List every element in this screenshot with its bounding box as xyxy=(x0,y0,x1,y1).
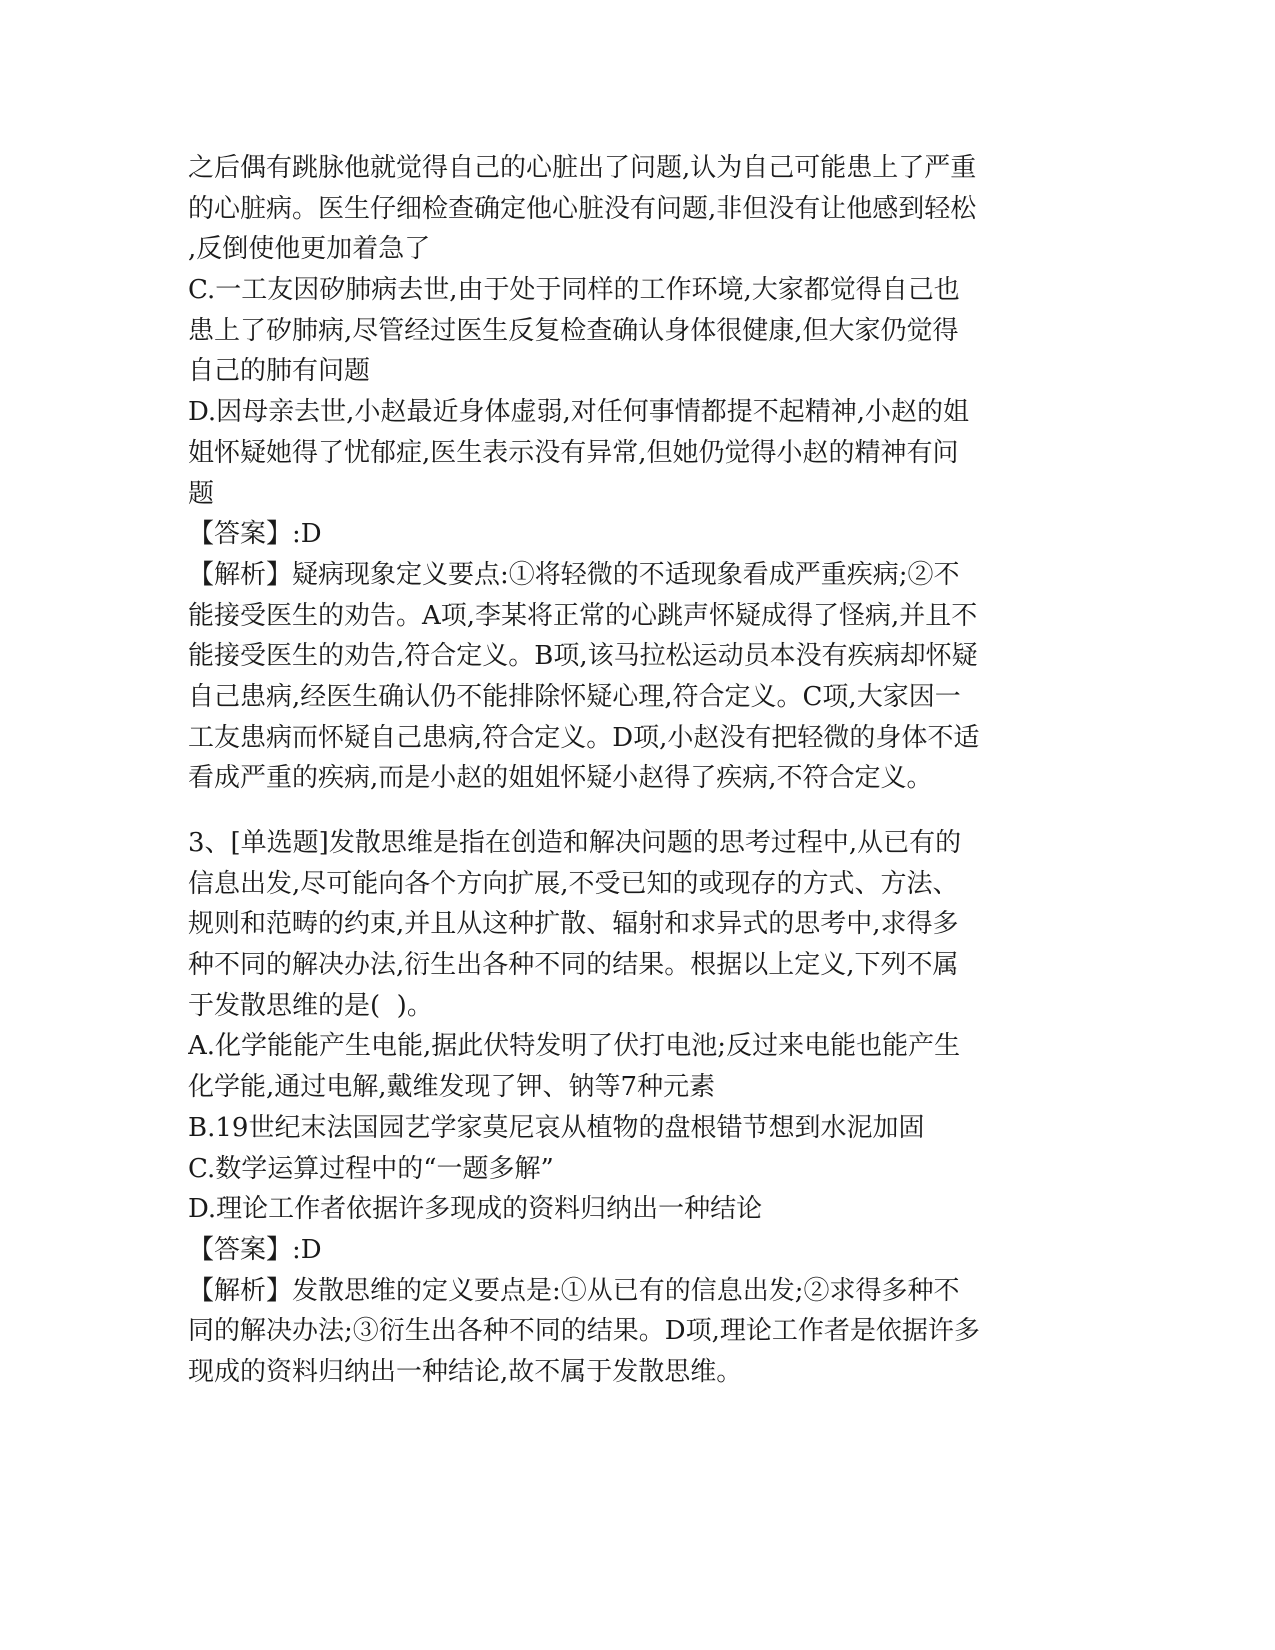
analysis-line: 能接受医生的劝告。A项,李某将正常的心跳声怀疑成得了怪病,并且不 xyxy=(188,600,978,631)
question-stem-line: 于发散思维的是( )。 xyxy=(188,990,433,1021)
analysis-line: 自己患病,经医生确认仍不能排除怀疑心理,符合定义。C项,大家因一 xyxy=(188,681,961,712)
analysis-line: 看成严重的疾病,而是小赵的姐姐怀疑小赵得了疾病,不符合定义。 xyxy=(188,763,933,794)
document-body xyxy=(188,148,1083,1393)
analysis-line: 【解析】疑病现象定义要点:①将轻微的不适现象看成严重疾病;②不 xyxy=(188,559,960,590)
option-d-line: D.因母亲去世,小赵最近身体虚弱,对任何事情都提不起精神,小赵的姐 xyxy=(188,397,969,428)
analysis-line: 工友患病而怀疑自己患病,符合定义。D项,小赵没有把轻微的身体不适 xyxy=(188,722,980,753)
option-a-line: 化学能,通过电解,戴维发现了钾、钠等7种元素 xyxy=(188,1072,716,1103)
question-stem-line: 信息出发,尽可能向各个方向扩展,不受已知的或现存的方式、方法、 xyxy=(188,868,959,899)
section-spacer xyxy=(188,799,1083,823)
option-b-line: B.19世纪末法国园艺学家莫尼哀从植物的盘根错节想到水泥加固 xyxy=(188,1112,925,1143)
option-c-line: C.一工友因矽肺病去世,由于处于同样的工作环境,大家都觉得自己也 xyxy=(188,275,960,306)
question-stem-line: 规则和范畴的约束,并且从这种扩散、辐射和求异式的思考中,求得多 xyxy=(188,909,959,940)
option-d-line: 题 xyxy=(188,478,215,509)
option-c-line: 患上了矽肺病,尽管经过医生反复检查确认身体很健康,但大家仍觉得 xyxy=(188,315,959,346)
option-d-line: D.理论工作者依据许多现成的资料归纳出一种结论 xyxy=(188,1194,763,1225)
analysis-line: 同的解决办法;③衍生出各种不同的结果。D项,理论工作者是依据许多 xyxy=(188,1316,980,1347)
option-b-text-line: 之后偶有跳脉他就觉得自己的心脏出了问题,认为自己可能患上了严重 xyxy=(188,153,977,183)
analysis-line: 现成的资料归纳出一种结论,故不属于发散思维。 xyxy=(188,1356,743,1387)
option-c-line: 自己的肺有问题 xyxy=(188,356,371,387)
option-d-line: 姐怀疑她得了忧郁症,医生表示没有异常,但她仍觉得小赵的精神有问 xyxy=(188,437,959,468)
question-stem-line: 3、[单选题]发散思维是指在创造和解决问题的思考过程中,从已有的 xyxy=(188,828,962,858)
question-stem-line: 种不同的解决办法,衍生出各种不同的结果。根据以上定义,下列不属 xyxy=(188,950,959,981)
option-b-text-line: ,反倒使他更加着急了 xyxy=(188,234,431,265)
analysis-line: 【解析】发散思维的定义要点是:①从已有的信息出发;②求得多种不 xyxy=(188,1275,960,1306)
question2-continuation xyxy=(188,148,1083,799)
question3 xyxy=(188,823,1083,1393)
analysis-line: 能接受医生的劝告,符合定义。B项,该马拉松运动员本没有疾病却怀疑 xyxy=(188,641,978,672)
option-b-text-line: 的心脏病。医生仔细检查确定他心脏没有问题,非但没有让他感到轻松 xyxy=(188,193,977,224)
answer-line: 【答案】:D xyxy=(188,519,322,550)
answer-line: 【答案】:D xyxy=(188,1234,322,1265)
option-c-line: C.数学运算过程中的“一题多解” xyxy=(188,1153,554,1184)
option-a-line: A.化学能能产生电能,据此伏特发明了伏打电池;反过来电能也能产生 xyxy=(188,1031,961,1062)
